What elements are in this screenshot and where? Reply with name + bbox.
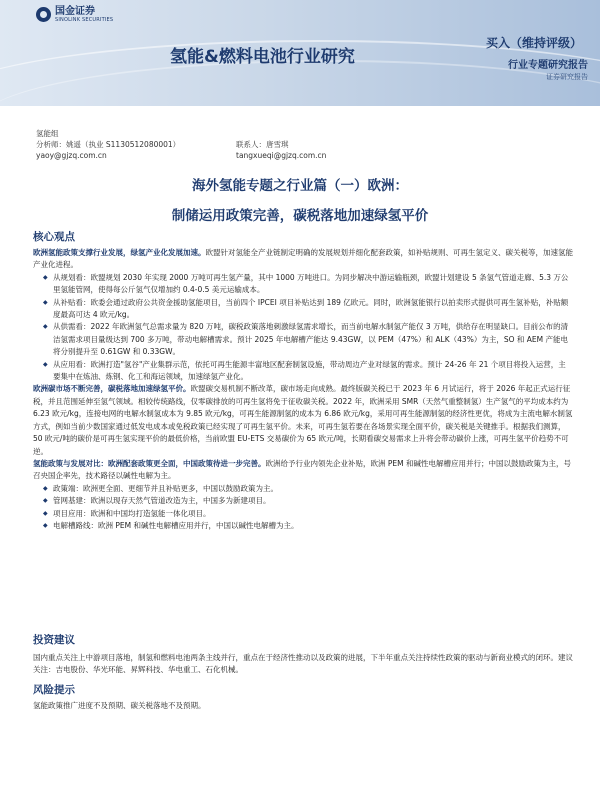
core-lead-3: 氢能政策与发展对比：欧洲配套政策更全面，中国政策待进一步完善。 xyxy=(33,458,266,468)
core-paragraph-1: 欧洲氢能政策支撑行业发展，绿氢产业化发展加速。欧盟针对氢能全产业链制定明确的发展规划并细化配套政策，如补贴规则、可再生氢定义、碳关税等，加速氢能产业化进程。 xyxy=(33,248,573,270)
bullet-subsidy: ◆ 从补贴看：欧委会通过政府公共资金援助氢能项目，当前四个 IPCEI 项目补贴达到 189 亿欧元。同时，欧洲氢能银行以拍卖形式提供可再生氢补贴，补贴额度最高可达 4 欧元/kg。 xyxy=(43,297,573,322)
core-paragraph-2: 欧洲碳市场不断完善，碳税落地加速绿氢平价。欧盟碳交易机制不断改革，碳市场走向成熟。最终版碳关税已于 2023 年 6 月试运行，将于 2026 年起正式运行征税，并且范围延伸至氢气领域。相较传统路线，仅零碳排放的可再生氢将免于征收碳关税。2022 年，欧洲采用 SMR（天然气重整制氢）生产氢气的平均成本约为 6.23 欧元/kg，连接电网的电解水制氢成本为 9.85 欧元/kg，可再生能源制氢的成本为 6.86 欧元/kg，采用可再生能源制氢的经济性更优，将成为主流电解水制氢方式，例如当前少数国家通过低发电成本或免税政策已经实现了可再生氢平价。未来，可再生氢若要在各场景实现全面平价，碳关税是关键推手。根据我们测算，50 欧元/吨的碳价是可再生氢实现平价的最低价格，当前欧盟 EU-ETS 交易碳价为 65 欧元/吨，长期看碳交易需求上升将会带动碳价上涨，可再生氢平价趋势不可逆。 xyxy=(33,384,573,456)
bullet-pipeline: ◆ 管网基建：欧洲以现存天然气管道改造为主，中国多为新建项目。 xyxy=(43,495,573,507)
brand-name-en: SINOLINK SECURITIES xyxy=(55,17,114,23)
contact-email[interactable]: tangxueqi@gjzq.com.cn xyxy=(236,151,327,160)
bullet-policy: ◆ 政策端：欧洲更全面、更细节并且补贴更多，中国以鼓励政策为主。 xyxy=(43,483,573,495)
contact-name: 联系人：唐雪琪 xyxy=(236,140,289,149)
core-body xyxy=(33,247,573,532)
analyst-block xyxy=(36,128,326,161)
brand-logo-icon xyxy=(36,7,51,22)
rating-label: 买入（维持评级） xyxy=(485,36,582,50)
brand-logo xyxy=(36,6,113,23)
section-heading-core: 核心观点 xyxy=(33,231,75,243)
invest-body: 国内重点关注上中游项目落地，制氢和燃料电池两条主线并行，重点在于经济性推动以及政策的进展，下半年重点关注持续性政策的驱动与新商业模式的闭环。建议关注：吉电股份、华光环能、昇辉科技、华电重工、石化机械。 xyxy=(33,653,573,675)
report-type: 行业专题研究报告 xyxy=(508,60,588,71)
report-title-line1: 海外氢能专题之行业篇（一）欧洲： xyxy=(192,178,408,194)
bullet-project: ◆ 项目应用：欧洲和中国均打造氢能一体化项目。 xyxy=(43,508,573,520)
core-paragraph-3: 氢能政策与发展对比：欧洲配套政策更全面，中国政策待进一步完善。欧洲给予行业内领先企业补贴，欧洲 PEM 和碱性电解槽应用并行；中国以鼓励政策为主，号召央国企率先，技术路径以碱性电解为主。 xyxy=(33,458,571,481)
section-heading-risk: 风险提示 xyxy=(33,684,75,696)
risk-body: 氢能政策推广进度不及预期、碳关税落地不及预期。 xyxy=(33,701,206,710)
report-subtype: 证券研究报告 xyxy=(546,73,588,81)
header-banner xyxy=(0,0,600,106)
bullet-electrolyzer: ◆ 电解槽路线：欧洲 PEM 和碱性电解槽应用并行，中国以碱性电解槽为主。 xyxy=(43,520,573,532)
bullet-planning: ◆ 从规划看：欧盟规划 2030 年实现 2000 万吨可再生氢产量，其中 1000 万吨进口。为同步解决中游运输瓶颈，欧盟计划建设 5 条氢气管道走廊、5.3 万公里氢能管网，使得每公斤氢气仅增加约 0.4-0.5 美元运输成本。 xyxy=(43,272,573,297)
bullet-supply-demand: ◆ 从供需看：2022 年欧洲氢气总需求量为 820 万吨，碳税政策落地刺激绿氢需求增长，而当前电解水制氢产能仅 3 万吨，供给存在明显缺口。目前公布的清洁氢需求项目量级达到 700 多万吨，带动电解槽需求。预计 2025 年电解槽产能达 9.43GW，以 PEM（47%）和 ALK（43%）为主，SO 和 AEM 产能电将分别提升至 0.61GW 和 0.33GW。 xyxy=(43,321,573,358)
bullet-application: ◆ 从应用看：欧洲打造"氢谷"产业集群示范，依托可再生能源丰富地区配套制氢设施，带动周边产业对绿氢的需求。预计 24-26 年 21 个项目将投入运营，主要集中在炼油、炼钢、化工和海运领域，加速绿氢产业化。 xyxy=(43,359,573,384)
analyst-name: 分析师：姚遥（执业 S1130512080001） xyxy=(36,140,181,149)
brand-name-cn: 国金证券 xyxy=(55,6,95,17)
core-lead-1: 欧洲氢能政策支撑行业发展，绿氢产业化发展加速。 xyxy=(33,248,206,257)
report-title-line2: 制储运用政策完善，碳税落地加速绿氢平价 xyxy=(171,208,429,224)
analyst-email[interactable]: yaoy@gjzq.com.cn xyxy=(36,151,107,160)
industry-title: 氢能&燃料电池行业研究 xyxy=(170,47,355,67)
analyst-group: 氢能组 xyxy=(36,129,59,138)
core-lead-2: 欧洲碳市场不断完善，碳税落地加速绿氢平价。 xyxy=(33,384,191,394)
section-heading-invest: 投资建议 xyxy=(33,634,75,646)
